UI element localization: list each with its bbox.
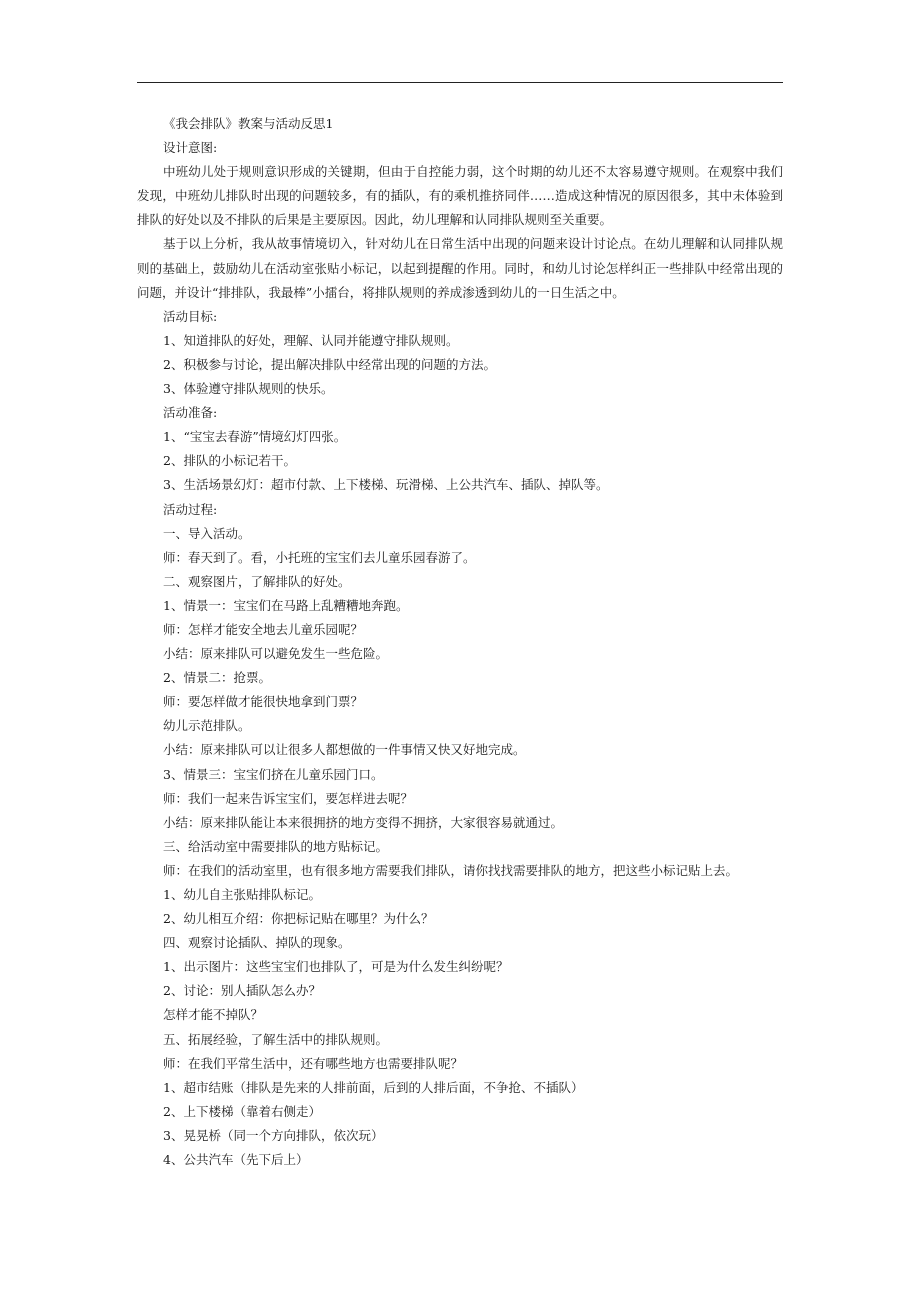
text-line: 3、情景三：宝宝们挤在儿童乐园门口。	[163, 766, 384, 782]
paragraph: 中班幼儿处于规则意识形成的关键期，但由于自控能力弱，这个时期的幼儿还不太容易遵守规则。在观察中我们发现，中班幼儿排队时出现的问题较多，有的插队，有的乘机推挤同伴……造成这种情况的原因很多，其中未体验到排队的好处以及不排队的后果是主要原因。因此，幼儿理解和认同排队规则至关重要。	[137, 164, 783, 228]
text-line: 4、公共汽车（先下后上）	[163, 1152, 309, 1168]
text-line: 2、幼儿相互介绍：你把标记贴在哪里？为什么？	[163, 911, 434, 927]
text-line: 师：我们一起来告诉宝宝们，要怎样进去呢？	[163, 790, 414, 806]
text-line: 1、幼儿自主张贴排队标记。	[163, 887, 321, 902]
text-line: 1、出示图片：这些宝宝们也排队了，可是为什么发生纠纷呢？	[163, 959, 509, 975]
text-line: 2、上下楼梯（靠着右侧走）	[163, 1103, 321, 1119]
text-line: 三、给活动室中需要排队的地方贴标记。	[163, 838, 389, 854]
text-line: 2、情景二：抢票。	[163, 670, 271, 686]
text-line: 师：春天到了。看，小托班的宝宝们去儿童乐园春游了。	[163, 549, 476, 565]
text-line: 活动过程:	[163, 501, 218, 517]
text-line: 2、积极参与讨论，提出解决排队中经常出现的问题的方法。	[163, 356, 496, 372]
text-line: 五、拓展经验，了解生活中的排队规则。	[163, 1031, 389, 1047]
document-title: 《我会排队》教案与活动反思1	[163, 116, 334, 131]
text-line: 小结：原来排队可以让很多人都想做的一件事情又快又好地完成。	[163, 742, 526, 758]
text-line: 1、超市结账（排队是先来的人排前面，后到的人排后面，不争抢、不插队）	[163, 1079, 584, 1095]
text-line: 幼儿示范排队。	[163, 718, 251, 734]
text-line: 2、讨论：别人插队怎么办？	[163, 983, 321, 999]
text-line: 1、知道排队的好处，理解、认同并能遵守排队规则。	[163, 332, 459, 348]
text-line: 小结：原来排队能让本来很拥挤的地方变得不拥挤，大家很容易就通过。	[163, 814, 564, 830]
text-line: 2、排队的小标记若干。	[163, 453, 296, 469]
text-line: 师：要怎样做才能很快地拿到门票？	[163, 694, 364, 710]
text-line: 师：在我们的活动室里，也有很多地方需要我们排队，请你找找需要排队的地方，把这些小标记贴上去。	[163, 862, 739, 878]
text-line: 1、情景一：宝宝们在马路上乱糟糟地奔跑。	[163, 597, 409, 613]
header-rule	[137, 82, 783, 83]
text-line: 四、观察讨论插队、掉队的现象。	[163, 935, 351, 951]
text-line: 活动目标:	[163, 308, 218, 324]
text-line: 3、体验遵守排队规则的快乐。	[163, 381, 334, 397]
text-line: 一、导入活动。	[163, 525, 251, 541]
document-body	[137, 112, 783, 1172]
text-line: 1、“宝宝去春游”情境幻灯四张。	[163, 429, 347, 445]
text-line: 3、晃晃桥（同一个方向排队，依次玩）	[163, 1127, 384, 1143]
text-line: 师：在我们平常生活中，还有哪些地方也需要排队呢？	[163, 1055, 464, 1071]
text-line: 活动准备:	[163, 405, 218, 421]
paragraph: 基于以上分析，我从故事情境切入，针对幼儿在日常生活中出现的问题来设计讨论点。在幼儿理解和认同排队规则的基础上，鼓励幼儿在活动室张贴小标记，以起到提醒的作用。同时，和幼儿讨论怎样纠正一些排队中经常出现的问题，并设计“排排队，我最棒”小擂台，将排队规则的养成渗透到幼儿的一日生活之中。	[137, 236, 783, 300]
document-sections	[137, 136, 783, 1172]
text-line: 3、生活场景幻灯：超市付款、上下楼梯、玩滑梯、上公共汽车、插队、掉队等。	[163, 477, 609, 493]
text-line: 小结：原来排队可以避免发生一些危险。	[163, 646, 389, 662]
text-line: 师：怎样才能安全地去儿童乐园呢？	[163, 621, 364, 637]
text-line: 怎样才能不掉队？	[163, 1007, 264, 1023]
text-line: 设计意图:	[163, 140, 218, 156]
text-line: 二、观察图片，了解排队的好处。	[163, 573, 351, 589]
